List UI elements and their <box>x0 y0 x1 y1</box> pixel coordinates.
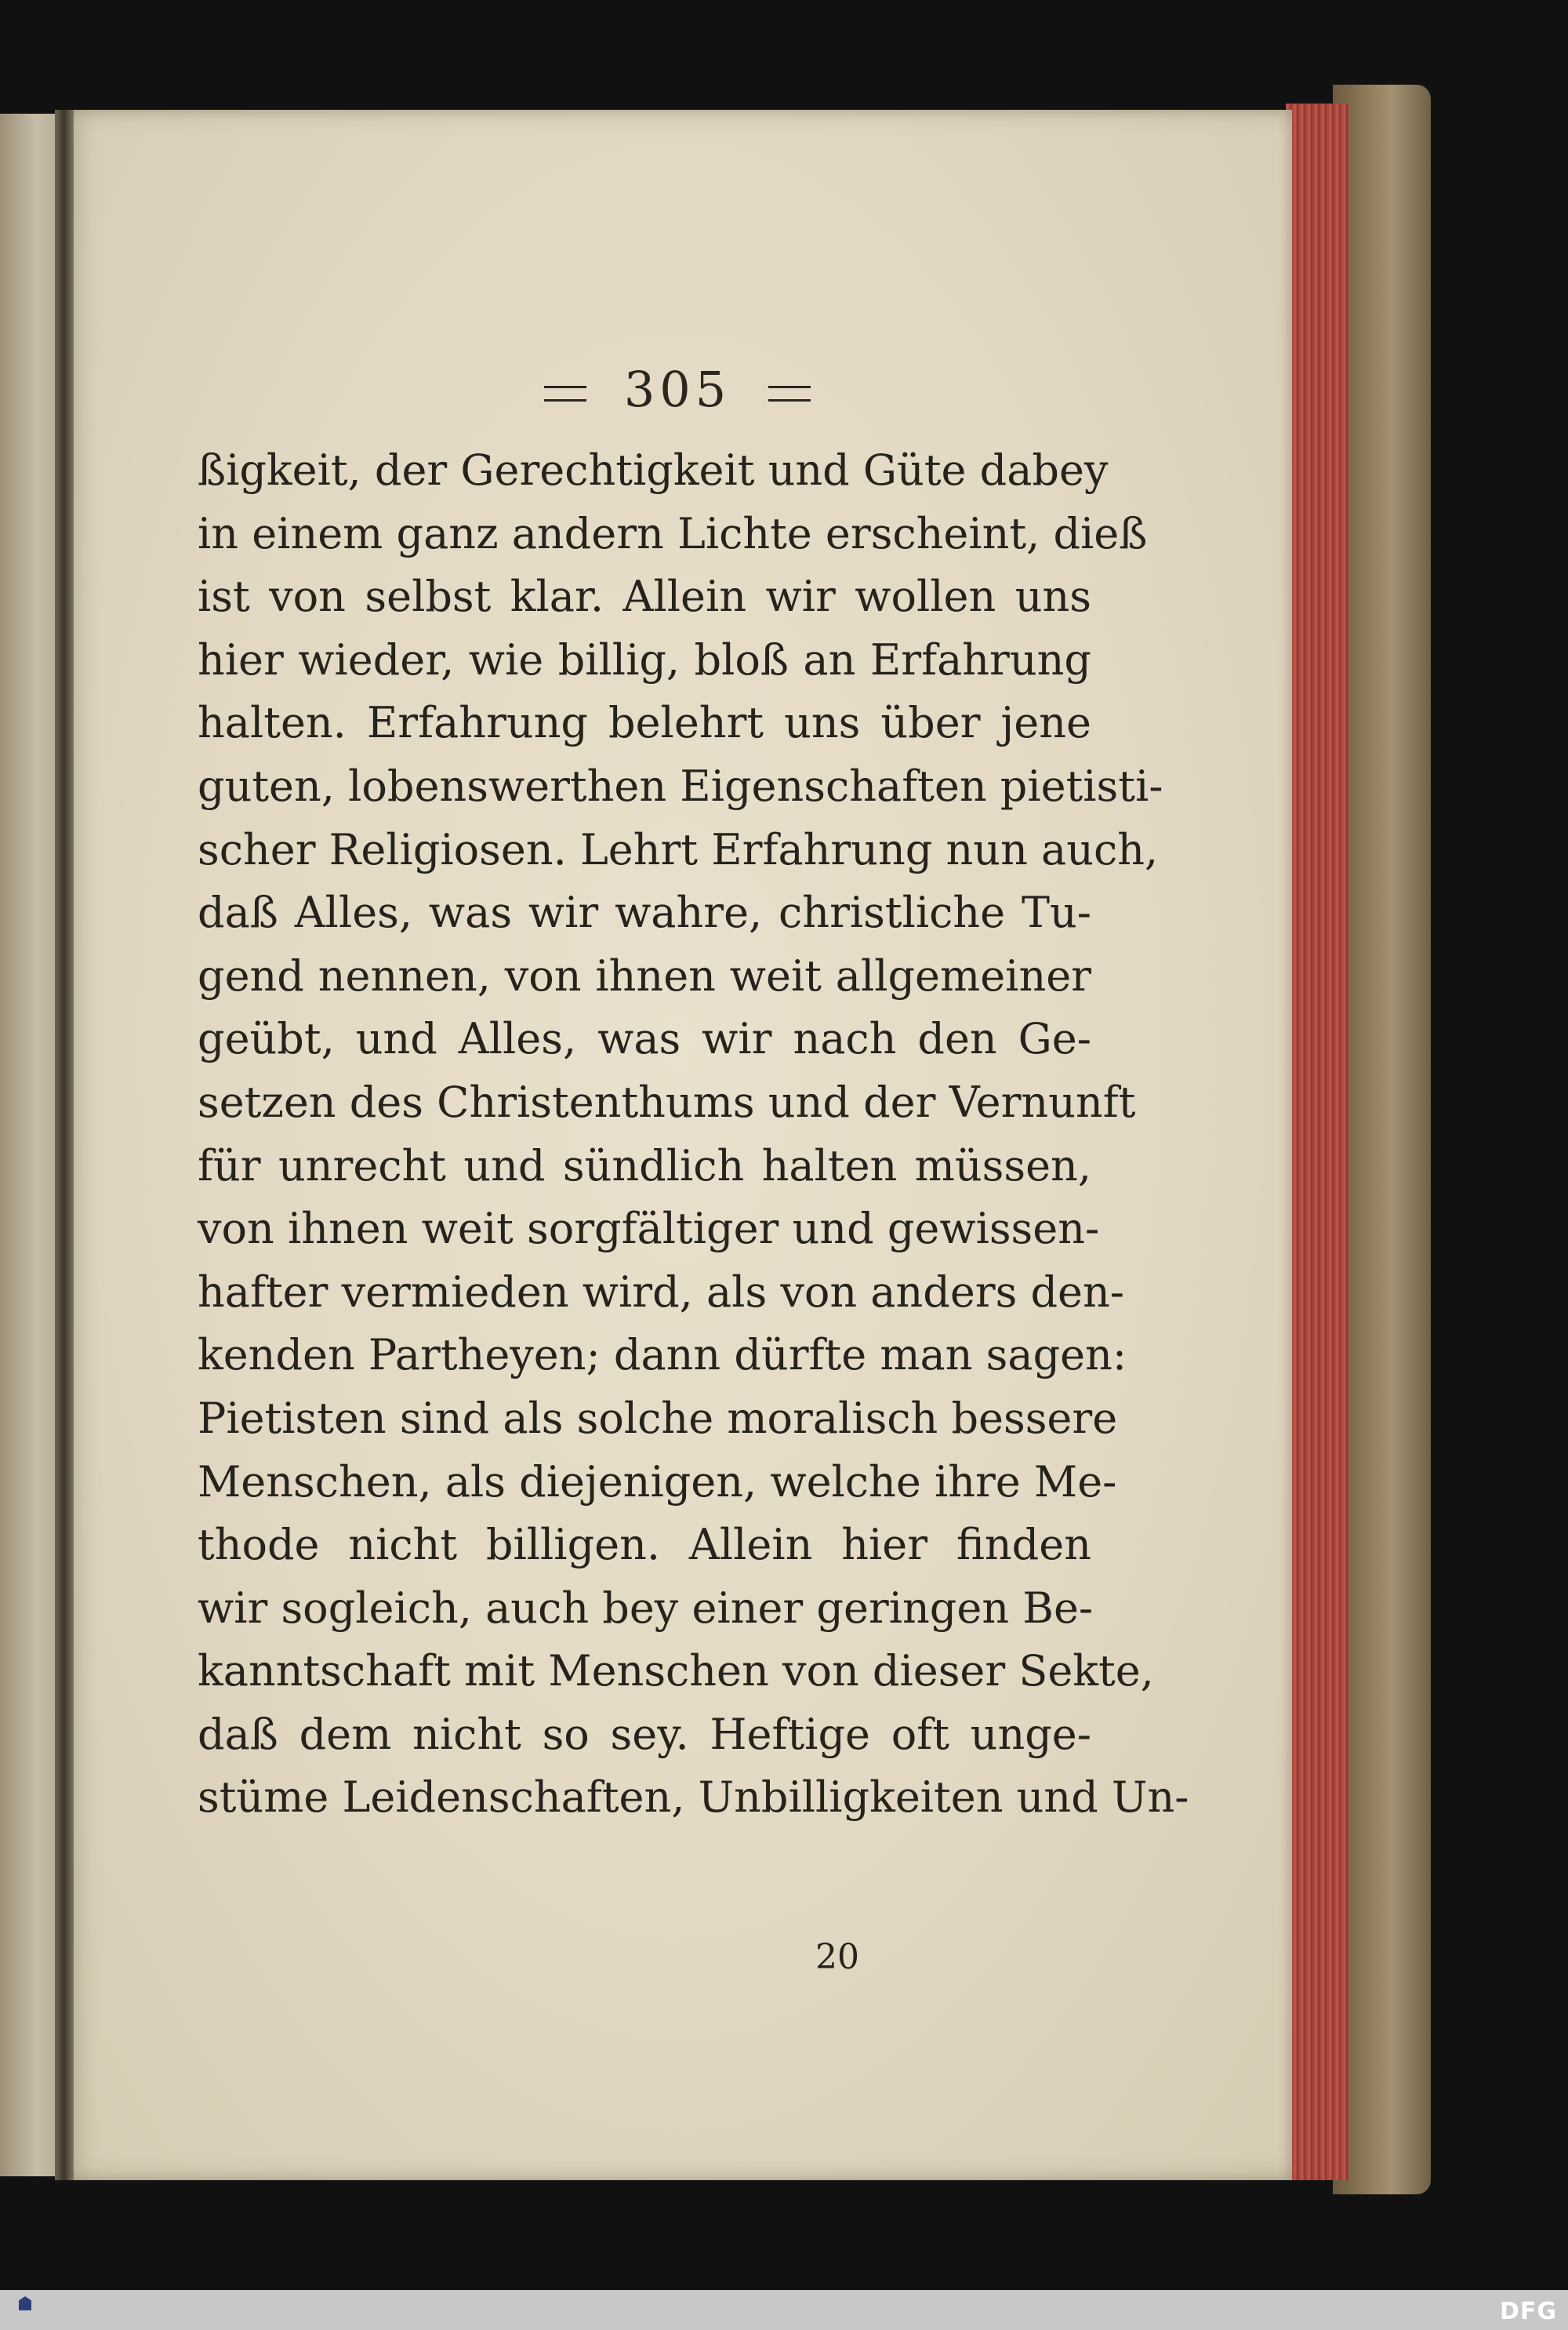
text-line: von ihnen weit sorgfältiger und gewissen- <box>198 1204 1100 1254</box>
book-gutter <box>55 110 74 2180</box>
header-rule-right <box>768 386 811 402</box>
body-text <box>198 439 1189 1830</box>
text-line: kanntschaft mit Menschen von dieser Sekte, <box>198 1646 1154 1696</box>
text-line: ßigkeit, der Gerechtigkeit und Güte dabey <box>198 445 1109 495</box>
text-line: stüme Leidenschaften, Unbilligkeiten und Un- <box>198 1772 1189 1823</box>
text-line: thode nicht billigen. Allein hier finden <box>198 1520 1091 1570</box>
text-line: hafter vermieden wird, als von anders den- <box>198 1267 1125 1317</box>
page-number: 305 <box>623 361 731 418</box>
text-line: für unrecht und sündlich halten müssen, <box>198 1140 1091 1190</box>
text-line: gend nennen, von ihnen weit allgemeiner <box>198 951 1091 1001</box>
page-edges-red <box>1286 104 1348 2180</box>
book-page <box>63 110 1292 2180</box>
text-line: hier wieder, wie billig, bloß an Erfahrung <box>198 634 1091 685</box>
text-line: daß Alles, was wir wahre, christliche Tu- <box>198 888 1091 938</box>
text-line: halten. Erfahrung belehrt uns über jene <box>198 698 1091 748</box>
text-line: Menschen, als diejenigen, welche ihre Me- <box>198 1456 1117 1507</box>
text-line: guten, lobenswerthen Eigenschaften pietisti- <box>198 761 1163 811</box>
text-line: kenden Partheyen; dann dürfte man sagen: <box>198 1330 1127 1380</box>
library-logo-icon <box>9 2296 41 2325</box>
text-line: Pietisten sind als solche moralisch bessere <box>198 1393 1118 1443</box>
signature-mark: 20 <box>815 1937 859 1977</box>
page-header <box>63 361 1292 418</box>
text-line: ist von selbst klar. Allein wir wollen uns <box>198 572 1091 622</box>
text-line: wir sogleich, auch bey einer geringen Be- <box>198 1583 1094 1633</box>
text-line: scher Religiosen. Lehrt Erfahrung nun auch, <box>198 824 1159 874</box>
text-line: in einem ganz andern Lichte erscheint, dieß <box>198 508 1148 558</box>
header-rule-left <box>544 386 586 402</box>
viewer-footer-bar <box>0 2290 1568 2330</box>
text-line: setzen des Christenthums und der Vernunft <box>198 1077 1136 1127</box>
text-line: daß dem nicht so sey. Heftige oft unge- <box>198 1709 1091 1759</box>
dfg-label: DFG <box>1499 2298 1557 2325</box>
text-line: geübt, und Alles, was wir nach den Ge- <box>198 1014 1091 1064</box>
